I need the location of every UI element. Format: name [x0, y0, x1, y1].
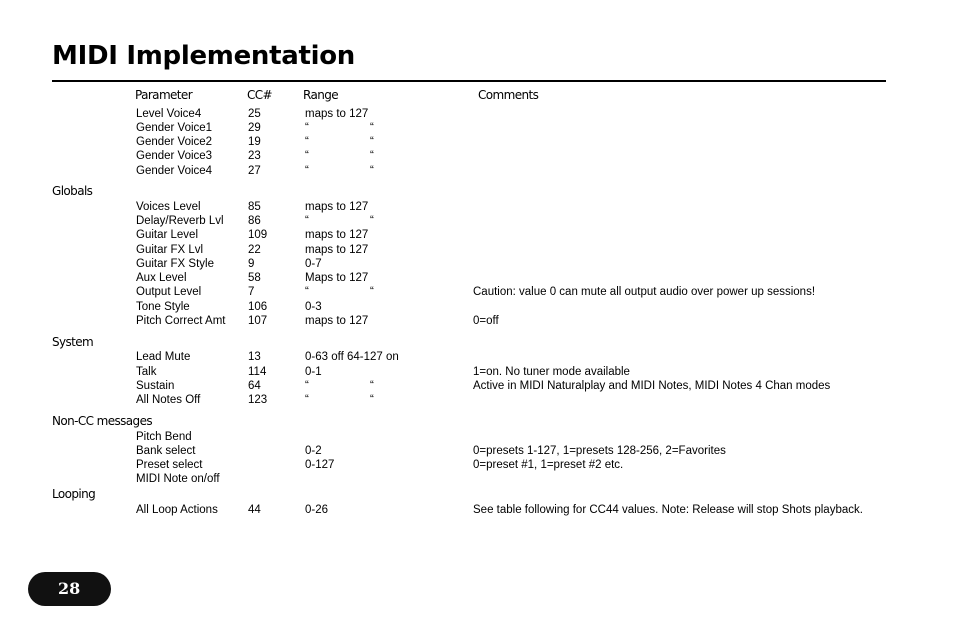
table-row	[0, 472, 954, 486]
ditto-mark: “	[305, 286, 309, 298]
column-header-parameter: Parameter	[135, 88, 193, 102]
section-heading-looping: Looping	[52, 487, 96, 501]
ditto-mark: “	[305, 394, 309, 406]
cc-number: 86	[248, 215, 261, 227]
table-row	[0, 164, 954, 178]
cc-number: 109	[248, 229, 268, 241]
range-value: 0-2	[305, 445, 322, 457]
cc-number: 7	[248, 286, 255, 298]
table-row	[0, 444, 954, 458]
ditto-mark: “	[305, 122, 309, 134]
range-value: 0-7	[305, 258, 322, 270]
table-row	[0, 135, 954, 149]
param-name: Guitar FX Style	[136, 258, 214, 270]
table-row	[0, 314, 954, 328]
param-name: Gender Voice1	[136, 122, 213, 134]
range-value: maps to 127	[305, 229, 369, 241]
range-value: 0-127	[305, 459, 335, 471]
param-name: Voices Level	[136, 201, 201, 213]
comment-text: Caution: value 0 can mute all output audio over power up sessions!	[473, 286, 816, 298]
param-name: Bank select	[136, 445, 196, 457]
cc-number: 107	[248, 315, 268, 327]
table-row	[0, 200, 954, 214]
section-heading-non-cc: Non-CC messages	[52, 414, 153, 428]
param-name: Output Level	[136, 286, 202, 298]
table-row	[0, 393, 954, 407]
title-divider	[52, 80, 886, 82]
range-value: 0-63 off 64-127 on	[305, 351, 399, 363]
cc-number: 25	[248, 108, 261, 120]
page-number: 28	[58, 579, 81, 598]
table-row	[0, 271, 954, 285]
cc-number: 29	[248, 122, 261, 134]
param-name: Pitch Bend	[136, 431, 192, 443]
cc-number: 13	[248, 351, 261, 363]
cc-number: 58	[248, 272, 261, 284]
ditto-mark: “	[370, 122, 374, 134]
ditto-mark: “	[370, 150, 374, 162]
param-name: Gender Voice3	[136, 150, 213, 162]
param-name: Pitch Correct Amt	[136, 315, 226, 327]
table-row	[0, 214, 954, 228]
cc-number: 106	[248, 301, 268, 313]
ditto-mark: “	[370, 136, 374, 148]
table-row	[0, 228, 954, 242]
cc-number: 9	[248, 258, 255, 270]
param-name: Sustain	[136, 380, 175, 392]
table-row	[0, 257, 954, 271]
ditto-mark: “	[305, 150, 309, 162]
column-header-cc: CC#	[247, 88, 273, 102]
cc-number: 123	[248, 394, 268, 406]
table-row	[0, 121, 954, 135]
table-row	[0, 430, 954, 444]
table-row	[0, 458, 954, 472]
column-header-range: Range	[303, 88, 339, 102]
table-row	[0, 300, 954, 314]
param-name: Aux Level	[136, 272, 187, 284]
cc-number: 22	[248, 244, 261, 256]
cc-number: 44	[248, 504, 261, 516]
param-name: Delay/Reverb Lvl	[136, 215, 224, 227]
range-value: 0-3	[305, 301, 322, 313]
column-header-comments: Comments	[478, 88, 539, 102]
cc-number: 114	[248, 366, 267, 378]
range-value: maps to 127	[305, 201, 369, 213]
comment-text: 0=presets 1-127, 1=presets 128-256, 2=Favorites	[473, 445, 726, 457]
param-name: Preset select	[136, 459, 203, 471]
range-value: Maps to 127	[305, 272, 369, 284]
param-name: Guitar Level	[136, 229, 199, 241]
ditto-mark: “	[305, 165, 309, 177]
table-row	[0, 149, 954, 163]
comment-text: Active in MIDI Naturalplay and MIDI Notes, MIDI Notes 4 Chan modes	[473, 380, 831, 392]
param-name: MIDI Note on/off	[136, 473, 220, 485]
table-row	[0, 503, 954, 517]
comment-text: 1=on. No tuner mode available	[473, 366, 630, 378]
table-row	[0, 365, 954, 379]
ditto-mark: “	[305, 136, 309, 148]
ditto-mark: “	[370, 394, 374, 406]
range-value: maps to 127	[305, 108, 369, 120]
table-row	[0, 379, 954, 393]
comment-text: 0=off	[473, 315, 499, 327]
cc-number: 64	[248, 380, 261, 392]
comment-text: 0=preset #1, 1=preset #2 etc.	[473, 459, 624, 471]
table-row	[0, 107, 954, 121]
table-row	[0, 243, 954, 257]
table-row	[0, 350, 954, 364]
param-name: Tone Style	[136, 301, 190, 313]
range-value: 0-1	[305, 366, 322, 378]
ditto-mark: “	[370, 215, 374, 227]
cc-number: 23	[248, 150, 261, 162]
table-row	[0, 285, 954, 299]
range-value: maps to 127	[305, 315, 369, 327]
page-title: MIDI Implementation	[52, 41, 355, 71]
param-name: All Loop Actions	[136, 504, 218, 516]
comment-text: See table following for CC44 values. Note: Release will stop Shots playback.	[473, 504, 863, 516]
param-name: All Notes Off	[136, 394, 201, 406]
ditto-mark: “	[370, 380, 374, 392]
param-name: Talk	[136, 366, 157, 378]
param-name: Gender Voice4	[136, 165, 213, 177]
ditto-mark: “	[305, 380, 309, 392]
ditto-mark: “	[370, 165, 374, 177]
cc-number: 85	[248, 201, 261, 213]
range-value: 0-26	[305, 504, 329, 516]
ditto-mark: “	[370, 286, 374, 298]
ditto-mark: “	[305, 215, 309, 227]
param-name: Gender Voice2	[136, 136, 213, 148]
range-value: maps to 127	[305, 244, 369, 256]
param-name: Lead Mute	[136, 351, 191, 363]
section-heading-system: System	[52, 335, 94, 349]
cc-number: 19	[248, 136, 261, 148]
page-number-badge	[28, 572, 111, 606]
param-name: Guitar FX Lvl	[136, 244, 204, 256]
param-name: Level Voice4	[136, 108, 202, 120]
section-heading-globals: Globals	[52, 184, 93, 198]
cc-number: 27	[248, 165, 261, 177]
